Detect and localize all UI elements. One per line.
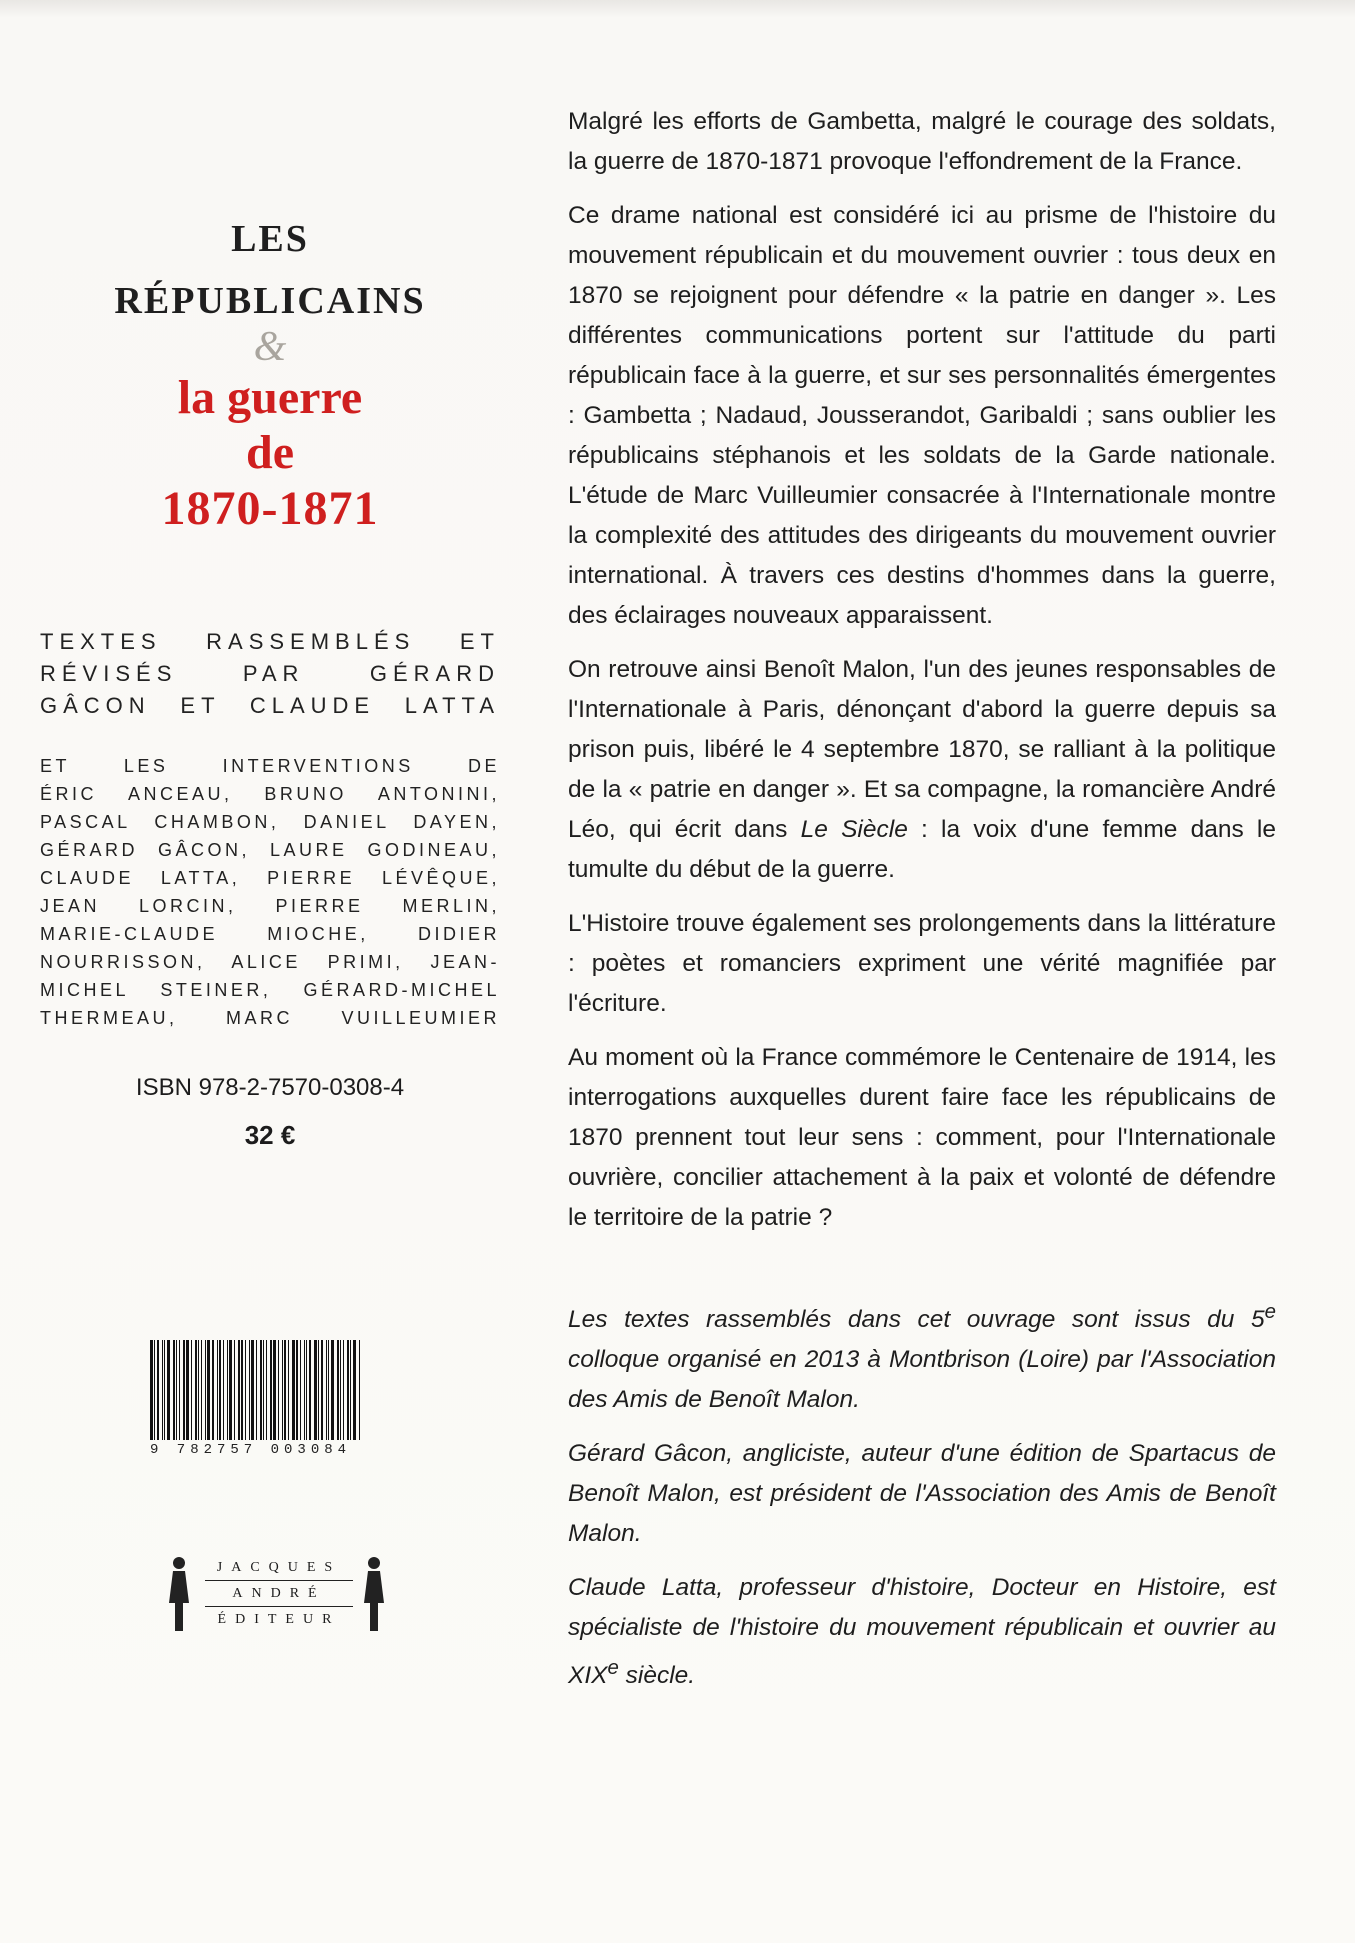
spacer	[568, 1252, 1276, 1292]
barcode-bar	[186, 1340, 189, 1440]
barcode-bar	[282, 1340, 283, 1440]
title-line-5: 1870-1871	[161, 481, 379, 535]
barcode-bar	[229, 1340, 232, 1440]
contrib-line-7: MARIE-CLAUDE MIOCHE, DIDIER	[40, 923, 500, 944]
barcode-bar	[328, 1340, 329, 1440]
barcode-bar	[201, 1340, 202, 1440]
barcode-bar	[321, 1340, 323, 1440]
contrib-line-8: NOURRISSON, ALICE PRIMI, JEAN-	[40, 951, 500, 972]
editors-line-1: TEXTES RASSEMBLÉS ET	[40, 628, 500, 654]
body-p3-italic: Le Siècle	[800, 816, 908, 843]
barcode-bar	[154, 1340, 155, 1440]
publisher-line-2: ANDRÉ	[205, 1581, 353, 1607]
barcode-bar	[207, 1340, 210, 1440]
barcode-bar	[227, 1340, 228, 1440]
note-2: Gérard Gâcon, angliciste, auteur d'une édition de Spartacus de Benoît Malon, est président de l'Association des Amis de Benoît Malon.	[568, 1440, 1276, 1548]
barcode-bar	[251, 1340, 254, 1440]
barcode-bar	[173, 1340, 175, 1440]
publisher-logo	[165, 1555, 390, 1640]
barcode-bar	[179, 1340, 180, 1440]
body-paragraph-3	[568, 650, 1276, 890]
contrib-line-5: CLAUDE LATTA, PIERRE LÉVÊQUE,	[40, 867, 500, 888]
publisher-line-1: JACQUES	[205, 1555, 353, 1581]
barcode-bar	[318, 1340, 319, 1440]
barcode-bar	[245, 1340, 246, 1440]
barcode-bar	[150, 1340, 153, 1440]
barcode-bar	[164, 1340, 165, 1440]
publisher-line-3: ÉDITEUR	[217, 1612, 341, 1627]
barcode-bars	[150, 1340, 400, 1440]
barcode	[150, 1340, 400, 1470]
title-line-1: LES	[231, 218, 309, 260]
note-3-sup: e	[607, 1657, 619, 1680]
contrib-line-1: ET LES INTERVENTIONS DE	[40, 755, 500, 776]
contributors-credit	[40, 752, 500, 1032]
figure-right-icon	[360, 1555, 388, 1635]
left-column	[40, 220, 500, 1151]
note-1-part-a: Les textes rassemblés dans cet ouvrage sont issus du 5	[568, 1306, 1265, 1334]
isbn: ISBN 978-2-7570-0308-4	[135, 1073, 405, 1101]
figure-left-icon	[165, 1555, 193, 1635]
title-line-2: RÉPUBLICAINS	[114, 280, 426, 322]
contrib-line-2: ÉRIC ANCEAU, BRUNO ANTONINI,	[40, 783, 500, 804]
barcode-bar	[309, 1340, 311, 1440]
barcode-bar	[234, 1340, 235, 1440]
barcode-bar	[270, 1340, 272, 1440]
barcode-bar	[314, 1340, 317, 1440]
barcode-bar	[217, 1340, 218, 1440]
barcode-bar	[273, 1340, 276, 1440]
barcode-bar	[212, 1340, 214, 1440]
note-1-sup: e	[1264, 1301, 1276, 1323]
barcode-bar	[300, 1340, 301, 1440]
barcode-bar	[195, 1340, 197, 1440]
publisher-name	[205, 1555, 353, 1632]
contrib-line-6: JEAN LORCIN, PIERRE MERLIN,	[40, 895, 500, 916]
contrib-line-3: PASCAL CHAMBON, DANIEL DAYEN,	[40, 811, 500, 832]
barcode-bar	[198, 1340, 199, 1440]
contrib-line-10: THERMEAU, MARC VUILLEUMIER	[40, 1007, 500, 1028]
barcode-bar	[176, 1340, 177, 1440]
body-paragraph-5: Au moment où la France commémore le Centenaire de 1914, les interrogations auxquelles durent faire face les républicains de 1870 prennent tout leur sens : comment, pour l'Internationale ouvrière, concilier attachement à la paix et volonté de défendre le territoire de la patrie ?	[568, 1044, 1276, 1231]
body-p3-part-b: : la voix d'une femme dans le tumulte du début de la guerre.	[568, 816, 1276, 883]
title-ampersand: &	[253, 324, 287, 370]
note-3-part-b: siècle.	[618, 1662, 696, 1690]
note-1-part-b: colloque organisé en 2013 à Montbrison (Loire) par l'Association des Amis de Benoît Malon.	[568, 1346, 1276, 1414]
barcode-bar	[347, 1340, 349, 1440]
note-1	[568, 1292, 1276, 1420]
book-title	[40, 220, 500, 536]
barcode-bar	[284, 1340, 286, 1440]
title-line-4: de	[246, 426, 294, 480]
note-3-part-a: Claude Latta, professeur d'histoire, Docteur en Histoire, est spécialiste de l'histoire du mouvement républicain et ouvrier au XIX	[568, 1574, 1276, 1690]
barcode-bar	[205, 1340, 206, 1440]
barcode-bar	[350, 1340, 351, 1440]
right-column	[568, 102, 1276, 1710]
editors-credit	[40, 626, 500, 722]
body-paragraph-4: L'Histoire trouve également ses prolongements dans la littérature : poètes et romanciers expriment une vérité magnifiée par l'écriture.	[568, 910, 1276, 1017]
barcode-bar	[260, 1340, 262, 1440]
barcode-bar	[337, 1340, 339, 1440]
barcode-bar	[157, 1340, 159, 1440]
barcode-bar	[306, 1340, 307, 1440]
barcode-bar	[241, 1340, 243, 1440]
title-line-3: la guerre	[177, 371, 363, 425]
body-paragraph-1: Malgré les efforts de Gambetta, malgré le courage des soldats, la guerre de 1870-1871 provoque l'effondrement de la France.	[568, 108, 1276, 175]
barcode-bar	[266, 1340, 267, 1440]
barcode-bar	[167, 1340, 170, 1440]
barcode-bar	[256, 1340, 257, 1440]
barcode-bar	[223, 1340, 224, 1440]
price: 32 €	[244, 1119, 296, 1150]
contrib-line-9: MICHEL STEINER, GÉRARD-MICHEL	[40, 979, 500, 1000]
barcode-bar	[219, 1340, 221, 1440]
contrib-line-4: GÉRARD GÂCON, LAURE GODINEAU,	[40, 839, 500, 860]
barcode-bar	[238, 1340, 240, 1440]
barcode-bar	[162, 1340, 163, 1440]
barcode-bar	[304, 1340, 305, 1440]
barcode-bar	[278, 1340, 279, 1440]
barcode-bar	[183, 1340, 185, 1440]
barcode-bar	[296, 1340, 298, 1440]
barcode-bar	[340, 1340, 341, 1440]
barcode-bar	[326, 1340, 327, 1440]
note-3	[568, 1568, 1276, 1696]
body-p3-part-a: On retrouve ainsi Benoît Malon, l'un des jeunes responsables de l'Internationale à Paris, dénonçant d'abord la guerre depuis sa prison puis, libéré le 4 septembre 1870, se ralliant à la politique de la « patrie en danger ». Et sa compagne, la romancière André Léo, qui écrit dans	[568, 656, 1276, 843]
editors-line-3: GÂCON ET CLAUDE LATTA	[40, 692, 500, 718]
barcode-bar	[263, 1340, 264, 1440]
barcode-bar	[288, 1340, 289, 1440]
barcode-bar	[331, 1340, 334, 1440]
editors-line-2: RÉVISÉS PAR GÉRARD	[40, 660, 500, 686]
body-paragraph-2: Ce drame national est considéré ici au prisme de l'histoire du mouvement républicain et du mouvement ouvrier : tous deux en 1870 se rejoignent pour défendre « la patrie en danger ». Les différentes communications portent sur l'attitude du parti républicain face à la guerre, et sur ses personnalités émergentes : Gambetta ; Nadaud, Jousserandot, Garibaldi ; sans oublier les républicains stéphanois et les soldats de la Garde nationale. L'étude de Marc Vuilleumier consacrée à l'Internationale montre la complexité des attitudes des dirigeants du mouvement ouvrier international. À travers ces destins d'hommes dans la guerre, des éclairages nouveaux apparaissent.	[568, 202, 1276, 629]
barcode-bar	[292, 1340, 295, 1440]
barcode-bar	[249, 1340, 250, 1440]
barcode-bar	[359, 1340, 360, 1440]
barcode-digits: 9 782757 003084	[150, 1442, 352, 1458]
barcode-bar	[353, 1340, 356, 1440]
barcode-bar	[191, 1340, 192, 1440]
barcode-bar	[343, 1340, 344, 1440]
